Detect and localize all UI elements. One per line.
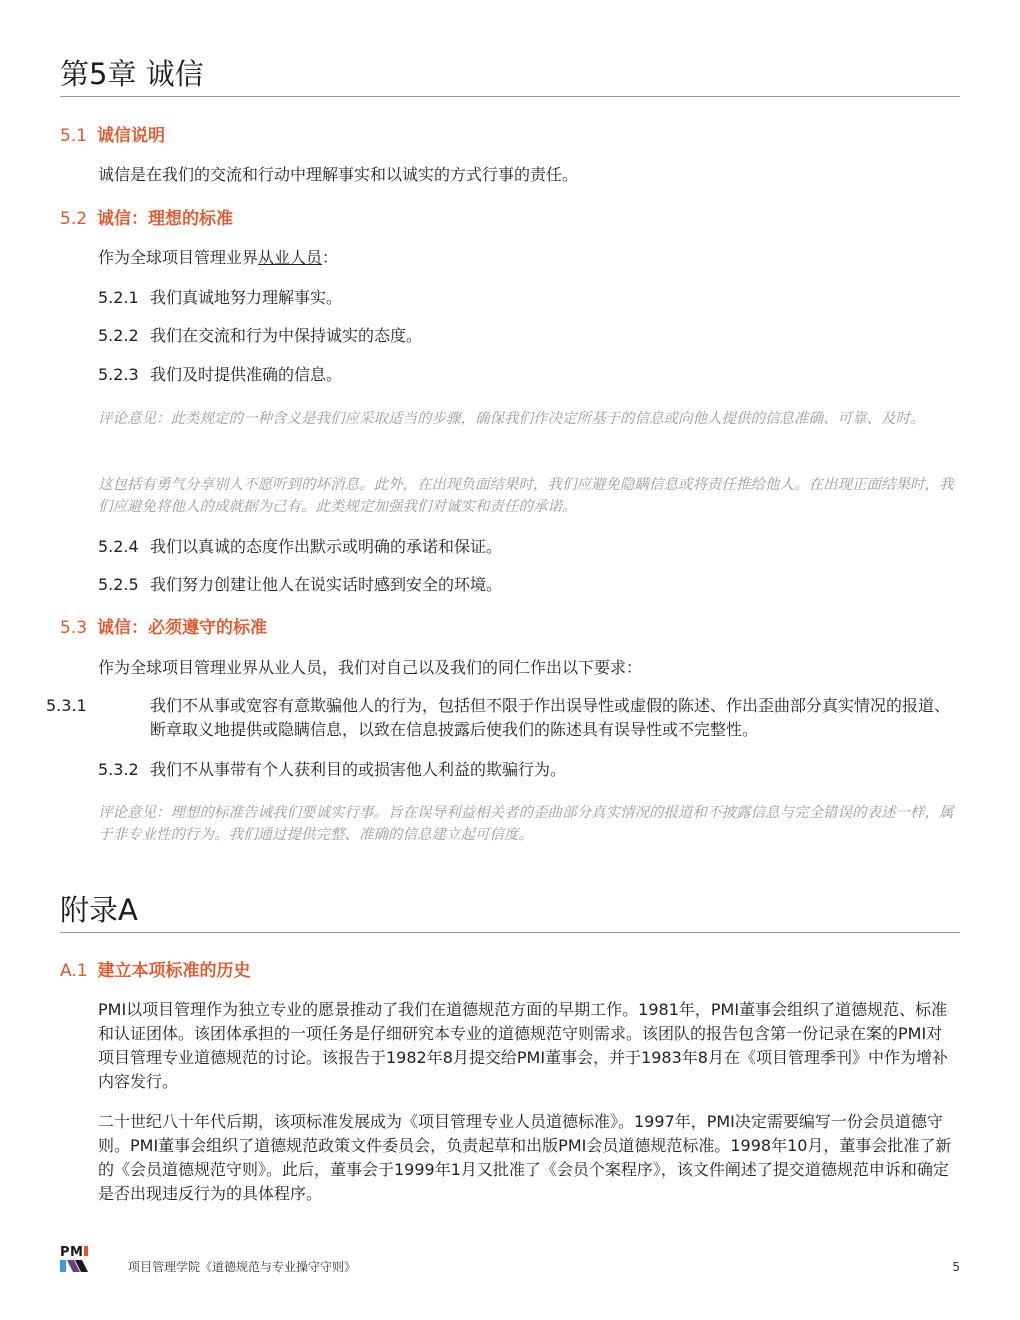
commentary: 这包括有勇气分享别人不愿听到的坏消息。此外，在出现负面结果时，我们应避免隐瞒信息或将责任推给他人。在出现正面结果时，我们应避免将他人的成就据为己有。此类规定加强我们对诚实和责任的承诺。 <box>98 477 954 515</box>
item-text: 我们不从事带有个人获利目的或损害他人利益的欺骗行为。 <box>150 760 567 779</box>
item-number: 5.3.1 <box>46 696 87 715</box>
chapter-divider <box>60 96 960 97</box>
item-number: 5.2.4 <box>98 537 139 556</box>
section-title: 诚信说明 <box>97 126 166 146</box>
appendix-title: 附录A <box>60 893 138 927</box>
section-5-3-intro: 作为全球项目管理业界从业人员，我们对自己以及我们的同仁作出以下要求： <box>98 658 643 677</box>
practitioner-link[interactable]: 从业人员 <box>258 248 323 267</box>
pmi-logo <box>60 1244 94 1274</box>
section-5-1-text: 诚信是在我们的交流和行动中理解事实和以诚实的方式行事的责任。 <box>98 165 579 184</box>
section-number: 5.2 <box>60 209 88 229</box>
item-text: 我们在交流和行为中保持诚实的态度。 <box>150 326 423 345</box>
item-number: 5.3.2 <box>98 760 139 779</box>
item-number: 5.2.2 <box>98 326 139 345</box>
list-item <box>98 758 960 782</box>
section-number: 5.1 <box>60 126 88 146</box>
footer-document-title: 项目管理学院《道德规范与专业操守守则》 <box>128 1260 357 1274</box>
item-number: 5.2.3 <box>98 365 139 384</box>
list-item <box>98 535 960 559</box>
intro-text: 作为全球项目管理业界 <box>98 248 259 267</box>
page-number: 5 <box>952 1260 960 1274</box>
item-text: 我们不从事或宽容有意欺骗他人的行为，包括但不限于作出误导性或虚假的陈述、作出歪曲部分真实情况的报道、断章取义地提供或隐瞒信息，以致在信息披露后使我们的陈述具有误导性或不完整性。 <box>150 696 951 739</box>
section-title: 诚信：必须遵守的标准 <box>97 618 268 638</box>
intro-colon: ： <box>322 248 339 267</box>
section-number: 5.3 <box>60 618 88 638</box>
list-item <box>98 286 960 310</box>
appendix-divider <box>60 932 960 933</box>
list-item <box>98 363 960 387</box>
section-5-2-intro <box>98 246 958 270</box>
section-5-1-heading <box>60 124 165 148</box>
commentary: 评论意见：理想的标准告诫我们要诚实行事。旨在误导利益相关者的歪曲部分真实情况的报道和不披露信息与完全错误的表述一样，属于非专业性的行为。我们通过提供完整、准确的信息建立起可信度。 <box>98 805 954 843</box>
section-5-3-heading <box>60 616 267 640</box>
list-item <box>98 324 960 348</box>
item-number: 5.2.1 <box>98 288 139 307</box>
item-text: 我们及时提供准确的信息。 <box>150 365 343 384</box>
chapter-title: 第5章 诚信 <box>60 57 204 91</box>
item-text: 我们努力创建让他人在说实话时感到安全的环境。 <box>150 575 503 594</box>
section-title: 建立本项标准的历史 <box>97 961 251 981</box>
history-paragraph-2: 二十世纪八十年代后期，该项标准发展成为《项目管理专业人员道德标准》。1997年，PMI决定需要编写一份会员道德守则。PMI董事会组织了道德规范政策文件委员会，负责起草和出版PMI会员道德规范标准。1998年10月，董事会批准了新的《会员道德规范守则》。此后，董事会于1999年1月又批准了《会员个案程序》，该文件阐述了提交道德规范申诉和确定是否出现违反行为的具体程序。 <box>98 1112 952 1203</box>
item-number: 5.2.5 <box>98 575 139 594</box>
item-text: 我们真诚地努力理解事实。 <box>150 288 343 307</box>
svg-text:M: M <box>70 1245 83 1260</box>
list-item <box>46 694 960 742</box>
commentary: 评论意见：此类规定的一种含义是我们应采取适当的步骤，确保我们作决定所基于的信息或向他人提供的信息准确、可靠、及时。 <box>98 411 925 427</box>
item-text: 我们以真诚的态度作出默示或明确的承诺和保证。 <box>150 537 503 556</box>
section-number: A.1 <box>60 961 88 981</box>
history-paragraph-1: PMI以项目管理作为独立专业的愿景推动了我们在道德规范方面的早期工作。1981年，PMI董事会组织了道德规范、标准和认证团体。该团体承担的一项任务是仔细研究本专业的道德规范守则需求。该团队的报告包含第一份记录在案的PMI对项目管理专业道德规范的讨论。该报告于1982年8月提交给PMI董事会，并于1983年8月在《项目管理季刊》中作为增补内容发行。 <box>98 1000 948 1091</box>
svg-text:P: P <box>60 1245 70 1260</box>
section-5-2-heading <box>60 207 233 231</box>
list-item <box>98 573 960 597</box>
section-a-1-heading <box>60 959 251 983</box>
section-title: 诚信：理想的标准 <box>97 209 234 229</box>
